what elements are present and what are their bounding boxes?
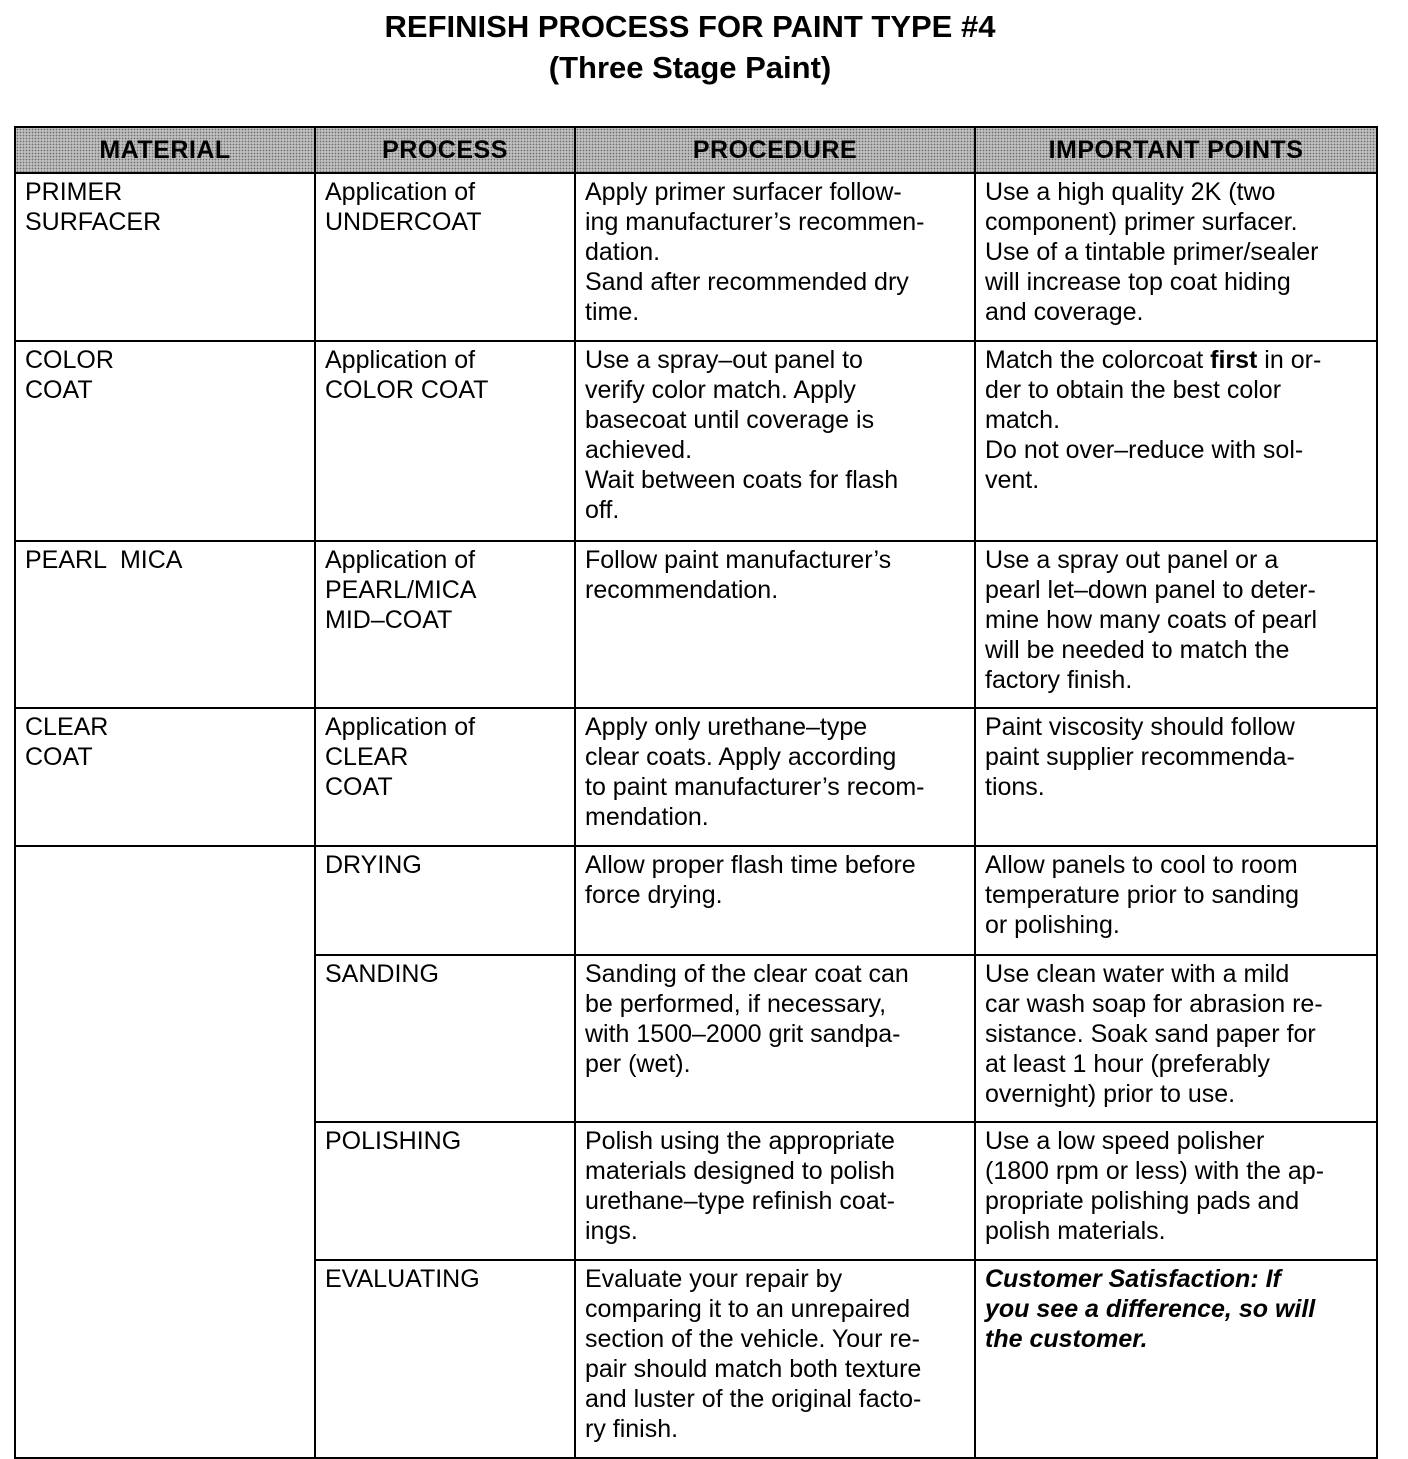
table-row bbox=[15, 173, 1377, 341]
procedure-cell: Sanding of the clear coat can be performed, if necessary, with 1500–2000 grit sandpa- per (wet). bbox=[575, 955, 975, 1122]
header-important-points: IMPORTANT POINTS bbox=[975, 127, 1377, 173]
process-cell: POLISHING bbox=[315, 1122, 575, 1260]
material-cell: CLEAR COAT bbox=[15, 708, 315, 846]
process-cell: Application of COLOR COAT bbox=[315, 341, 575, 541]
table-row bbox=[15, 708, 1377, 846]
material-cell: PRIMER SURFACER bbox=[15, 173, 315, 341]
procedure-cell: Follow paint manufacturer’s recommendation. bbox=[575, 541, 975, 708]
process-cell: Application of PEARL/MICA MID–COAT bbox=[315, 541, 575, 708]
procedure-cell: Evaluate your repair by comparing it to an unrepaired section of the vehicle. Your re- pair should match both texture and luster of the original facto- ry finish. bbox=[575, 1260, 975, 1458]
procedure-cell: Apply primer surfacer follow- ing manufacturer’s recommen- dation. Sand after recommended dry time. bbox=[575, 173, 975, 341]
important-points-cell: Use a low speed polisher (1800 rpm or less) with the ap- propriate polishing pads and polish materials. bbox=[975, 1122, 1377, 1260]
header-material: MATERIAL bbox=[15, 127, 315, 173]
table-row bbox=[15, 341, 1377, 541]
table-header-row bbox=[15, 127, 1377, 173]
procedure-cell: Apply only urethane–type clear coats. Apply according to paint manufacturer’s recom- mendation. bbox=[575, 708, 975, 846]
process-cell: EVALUATING bbox=[315, 1260, 575, 1458]
process-cell: Application of UNDERCOAT bbox=[315, 173, 575, 341]
important-points-cell: Use a high quality 2K (two component) primer surfacer. Use of a tintable primer/sealer will increase top coat hiding and coverage. bbox=[975, 173, 1377, 341]
document-title: REFINISH PROCESS FOR PAINT TYPE #4 bbox=[384, 9, 996, 44]
table-row bbox=[15, 541, 1377, 708]
important-points-cell: Use clean water with a mild car wash soap for abrasion re- sistance. Soak sand paper for at least 1 hour (preferably overnight) prior to use. bbox=[975, 955, 1377, 1122]
important-points-cell: Customer Satisfaction: If you see a difference, so will the customer. bbox=[975, 1260, 1377, 1458]
header-process: PROCESS bbox=[315, 127, 575, 173]
procedure-cell: Use a spray–out panel to verify color match. Apply basecoat until coverage is achieved. Wait between coats for flash off. bbox=[575, 341, 975, 541]
important-points-cell: Allow panels to cool to room temperature prior to sanding or polishing. bbox=[975, 846, 1377, 955]
header-procedure: PROCEDURE bbox=[575, 127, 975, 173]
table-row bbox=[15, 846, 1377, 955]
refinish-process-table bbox=[14, 126, 1378, 1459]
material-cell: COLOR COAT bbox=[15, 341, 315, 541]
procedure-cell: Allow proper flash time before force drying. bbox=[575, 846, 975, 955]
document-subtitle: (Three Stage Paint) bbox=[548, 50, 832, 85]
important-points-cell: Use a spray out panel or a pearl let–down panel to deter- mine how many coats of pearl will be needed to match the factory finish. bbox=[975, 541, 1377, 708]
process-cell: DRYING bbox=[315, 846, 575, 955]
emphasis-first: first bbox=[1210, 346, 1258, 374]
procedure-cell: Polish using the appropriate materials designed to polish urethane–type refinish coat- ings. bbox=[575, 1122, 975, 1260]
process-cell: Application of CLEAR COAT bbox=[315, 708, 575, 846]
process-cell: SANDING bbox=[315, 955, 575, 1122]
material-cell-empty bbox=[15, 846, 315, 1458]
important-points-cell: Paint viscosity should follow paint supplier recommenda- tions. bbox=[975, 708, 1377, 846]
important-points-cell: Match the colorcoat first in or- der to obtain the best color match. Do not over–reduce with sol- vent. bbox=[975, 341, 1377, 541]
material-cell: PEARL MICA bbox=[15, 541, 315, 708]
